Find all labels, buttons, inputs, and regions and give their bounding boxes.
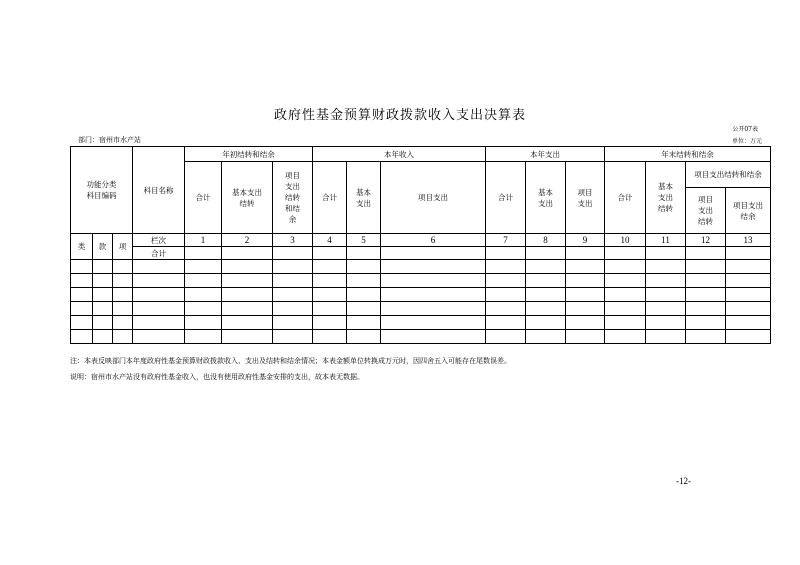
income-total-header: 合计 (313, 162, 347, 234)
column-number: 4 (313, 234, 347, 247)
lanci-label: 栏次 (133, 234, 185, 247)
begin-proj-carry-balance-header: 项目支出结转和结余 (273, 162, 313, 234)
column-number: 10 (605, 234, 646, 247)
income-proj-header: 项目支出 (381, 162, 486, 234)
column-number: 12 (686, 234, 726, 247)
table-cell (381, 247, 486, 260)
column-number: 11 (646, 234, 686, 247)
group-end-header: 年末结转和结余 (605, 147, 771, 162)
column-number: 7 (486, 234, 526, 247)
group-income-header: 本年收入 (313, 147, 486, 162)
page-number: -12- (676, 476, 691, 486)
table-row (71, 330, 771, 344)
budget-table (70, 146, 771, 344)
end-total-header: 合计 (605, 162, 646, 234)
xiang-header: 项 (113, 234, 133, 260)
department-label: 部门：宿州市水产站 (78, 136, 141, 144)
table-explanation: 说明：宿州市水产站没有政府性基金收入，也没有使用政府性基金安排的支出，故本表无数据。 (70, 373, 364, 381)
column-number: 2 (222, 234, 273, 247)
lei-header: 类 (71, 234, 93, 260)
column-number: 3 (273, 234, 313, 247)
expense-total-header: 合计 (486, 162, 526, 234)
begin-total-header: 合计 (185, 162, 222, 234)
table-cell (347, 247, 381, 260)
func-class-header: 功能分类 科目编码 (71, 147, 133, 234)
column-number: 13 (726, 234, 771, 247)
table-cell (313, 247, 347, 260)
table-cell (686, 247, 726, 260)
total-row-label: 合计 (133, 247, 185, 260)
group-expense-header: 本年支出 (486, 147, 605, 162)
column-number: 8 (526, 234, 566, 247)
begin-basic-carry-header: 基本支出结转 (222, 162, 273, 234)
table-cell (726, 247, 771, 260)
table-cell (646, 247, 686, 260)
column-number: 6 (381, 234, 486, 247)
table-row (71, 288, 771, 302)
income-basic-header: 基本支出 (347, 162, 381, 234)
unit-label: 单位：万元 (731, 138, 762, 145)
table-cell (222, 247, 273, 260)
end-proj-balance-header: 项目支出结余 (726, 188, 771, 234)
table-row (71, 274, 771, 288)
column-number: 1 (185, 234, 222, 247)
expense-proj-header: 项目支出 (566, 162, 605, 234)
table-row (71, 302, 771, 316)
end-basic-carry-header: 基本支出结转 (646, 162, 686, 234)
table-row (71, 260, 771, 274)
group-begin-header: 年初结转和结余 (185, 147, 313, 162)
end-proj-carry-header: 项目支出结转 (686, 188, 726, 234)
column-number: 5 (347, 234, 381, 247)
table-row (71, 316, 771, 330)
kuan-header: 款 (93, 234, 113, 260)
table-note: 注：本表反映部门本年度政府性基金预算财政拨款收入、支出及结转和结余情况；本表金额单位转换成万元时，因四舍五入可能存在尾数误差。 (70, 357, 511, 365)
subject-name-header: 科目名称 (133, 147, 185, 234)
table-cell (526, 247, 566, 260)
table-cell (605, 247, 646, 260)
table-cell (273, 247, 313, 260)
table-cell (566, 247, 605, 260)
page-title: 政府性基金预算财政拨款收入支出决算表 (273, 108, 526, 123)
table-cell (185, 247, 222, 260)
column-number: 9 (566, 234, 605, 247)
table-cell (486, 247, 526, 260)
end-proj-group-header: 项目支出结转和结余 (686, 162, 771, 188)
expense-basic-header: 基本支出 (526, 162, 566, 234)
form-code: 公开07表 (732, 126, 758, 133)
